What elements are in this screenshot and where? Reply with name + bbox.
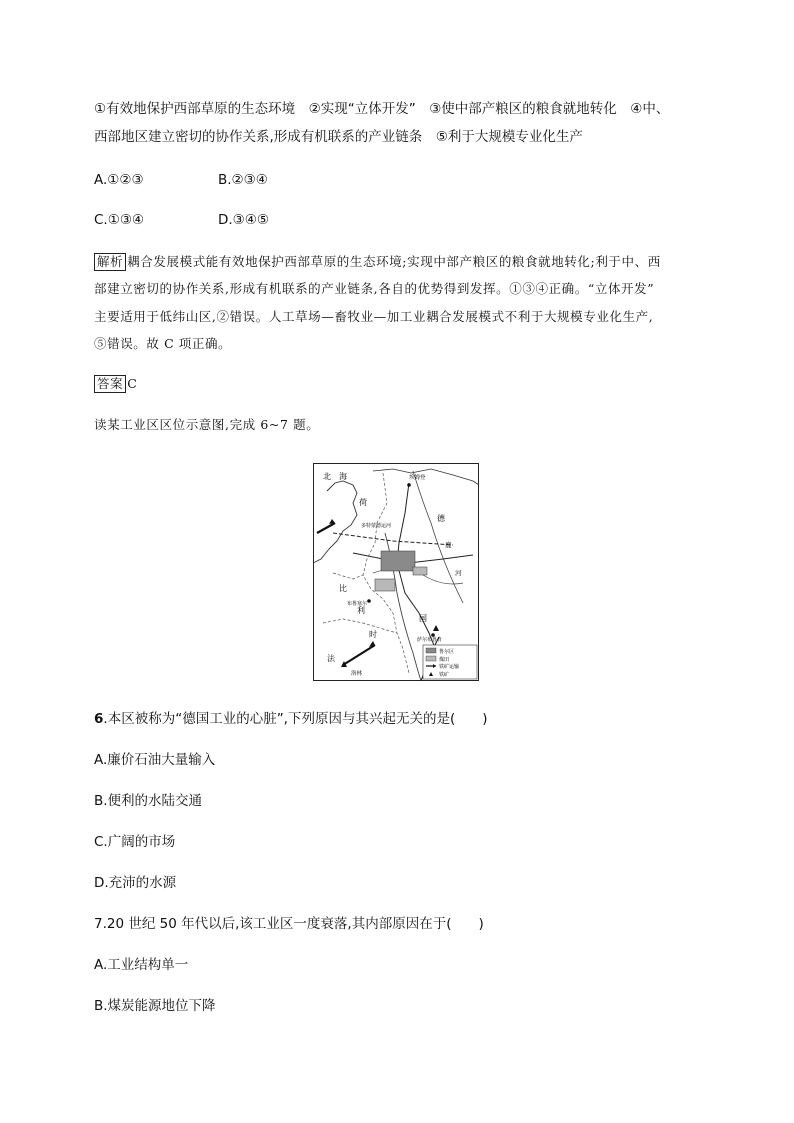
q5-answer <box>94 374 137 394</box>
q5-analysis-line-4: ⑤错误。故 C 项正确。 <box>94 336 232 351</box>
q6-option-c: C.广阔的市场 <box>94 834 176 850</box>
q7-number: 7 <box>94 916 103 932</box>
label-canal: 多特蒙德运河 <box>361 523 392 529</box>
legend-ruhr: 鲁尔区 <box>439 649 455 655</box>
label-brussels: 布鲁塞尔 <box>347 601 368 607</box>
q7-stem-text: .20 世纪 50 年代以后,该工业区一度衰落,其内部原因在于( ) <box>102 916 484 932</box>
legend-rail: 铁矿运输 <box>439 664 460 670</box>
q6-option-b: B.便利的水陆交通 <box>94 793 203 809</box>
legend-ruhr-swatch <box>426 648 436 653</box>
label-netherlands: 荷 <box>359 498 367 507</box>
city-dot-brussels <box>367 599 371 603</box>
q5-statement-line-2: 西部地区建立密切的协作关系,形成有机联系的产业链条 ⑤利于大规模专业化生产 <box>94 129 583 145</box>
q6-number: 6 <box>94 711 104 727</box>
legend-coal-swatch <box>426 656 436 661</box>
q6-stem-text: .本区被称为“德国工业的心脏”,下列原因与其兴起无关的是( ) <box>103 711 488 727</box>
q5-choice-c: C.①③④ <box>94 212 145 228</box>
q5-choice-a: A.①②③ <box>94 172 144 188</box>
q5-analysis-line-1 <box>94 252 661 272</box>
ruhr-region-map <box>313 463 479 681</box>
legend-coal: 煤田 <box>439 657 450 663</box>
analysis-text-1: 耦合发展模式能有效地保护西部草原的生态环境;实现中部产粮区的粮食就地转化;利于中、西 <box>127 254 661 269</box>
label-emden: 埃姆登 <box>409 475 426 481</box>
q6-option-a: A.廉价石油大量输入 <box>94 752 216 768</box>
q6-stem <box>94 709 488 729</box>
label-saar: 萨尔布鲁肯 <box>417 637 443 643</box>
coal-field-2 <box>413 567 427 575</box>
q5-analysis-line-3: 主要适用于低纬山区,②错误。人工草场—畜牧业—加工业耦合发展模式不利于大规模专业化生产, <box>94 309 654 324</box>
label-shi: 时 <box>369 630 377 639</box>
ruhr-area <box>381 551 415 571</box>
q7-stem <box>94 914 484 934</box>
answer-tag: 答案 <box>94 375 126 393</box>
label-he: 河 <box>455 569 462 577</box>
answer-value: C <box>127 376 138 391</box>
label-li: 利 <box>357 606 365 615</box>
q5-statement-line-1: ①有效地保护西部草原的生态环境 ②实现“立体开发” ③使中部产粮区的粮食就地转化 ④中、 <box>94 101 670 117</box>
city-dot-emden <box>407 483 411 487</box>
q6-option-d: D.充沛的水源 <box>94 875 177 891</box>
q7-option-b: B.煤炭能源地位下降 <box>94 998 216 1014</box>
label-lorraine: 洛林 <box>351 671 363 677</box>
label-north-sea: 北 海 <box>323 472 347 481</box>
label-bi: 比 <box>339 584 347 593</box>
label-fa: 法 <box>327 654 335 663</box>
q7-option-a: A.工业结构单一 <box>94 957 189 973</box>
label-germany: 德 <box>437 514 445 523</box>
label-guo: 国 <box>419 614 427 623</box>
q5-choice-b: B.②③④ <box>218 172 268 188</box>
q5-analysis-line-2: 部建立密切的协作关系,形成有机联系的产业链条,各自的优势得到发挥。①③④正确。“立体开发” <box>94 281 655 296</box>
legend-iron: 铁矿 <box>439 672 450 678</box>
q5-choice-d: D.③④⑤ <box>218 212 269 228</box>
coal-field-1 <box>375 579 395 591</box>
map-intro: 读某工业区区位示意图,完成 6~7 题。 <box>94 417 320 432</box>
analysis-tag: 解析 <box>94 253 126 271</box>
label-shou: 鹿 <box>445 541 452 549</box>
